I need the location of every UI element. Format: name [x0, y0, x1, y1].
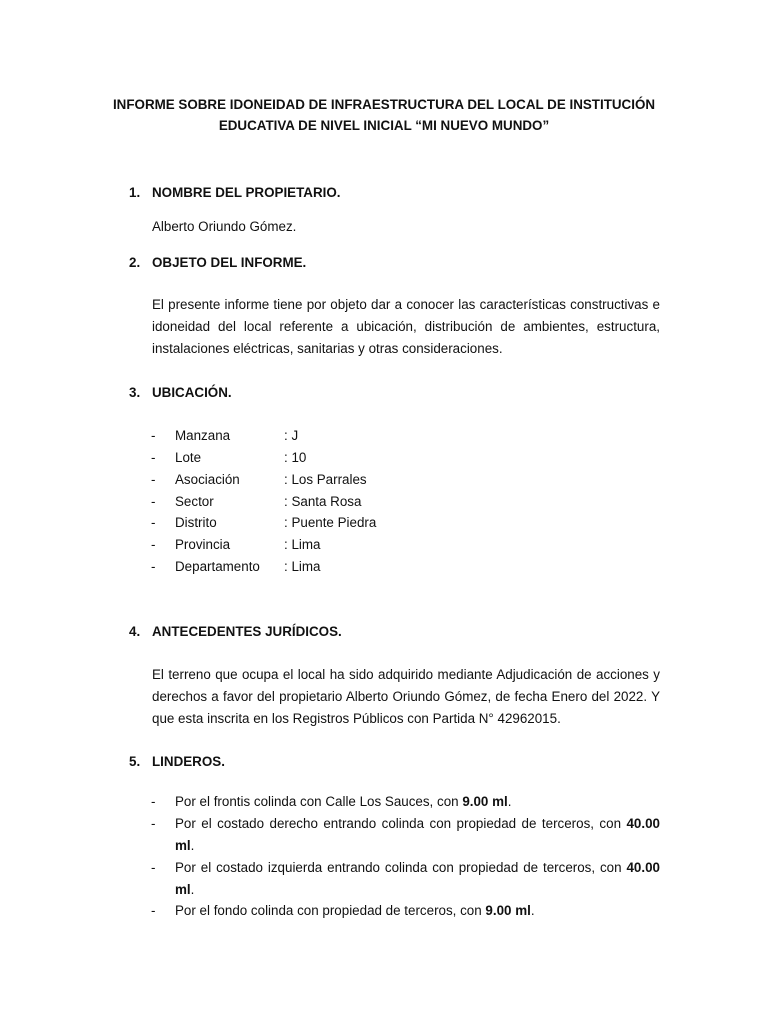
boundary-description: Por el fondo colinda con propiedad de terceros, con	[175, 903, 486, 918]
boundary-period: .	[530, 903, 535, 918]
legal-paragraph: El terreno que ocupa el local ha sido adquirido mediante Adjudicación de acciones y derechos a favor del propietario Alberto Oriundo Gómez, de fecha Enero del 2022. Y que esta inscrita en los Registros Públicos con Partida N° 42962015.	[152, 667, 660, 726]
section-title: LINDEROS.	[152, 754, 225, 769]
boundary-measure: 9.00 ml	[462, 794, 508, 809]
boundary-period: .	[190, 881, 195, 897]
item-label: Provincia	[175, 537, 231, 552]
bullet-dash: -	[151, 816, 156, 831]
item-value: : Lima	[284, 559, 321, 574]
boundary-period: .	[190, 837, 195, 853]
boundary-description: Por el frontis colinda con Calle Los Sauces, con	[175, 794, 463, 809]
bullet-dash: -	[151, 903, 156, 918]
section-number: 2.	[129, 255, 141, 270]
boundary-text	[175, 857, 660, 900]
bullet-dash: -	[151, 450, 156, 465]
bullet-dash: -	[151, 794, 156, 809]
item-label: Lote	[175, 450, 202, 465]
boundary-text	[175, 813, 660, 856]
item-value: : Lima	[284, 537, 321, 552]
section-title: ANTECEDENTES JURÍDICOS.	[152, 624, 342, 639]
document-title	[100, 94, 668, 136]
section-title: OBJETO DEL INFORME.	[152, 255, 307, 270]
bullet-dash: -	[151, 515, 156, 530]
owner-name: Alberto Oriundo Gómez.	[152, 219, 297, 234]
section-number: 1.	[129, 185, 141, 200]
bullet-dash: -	[151, 860, 156, 875]
bullet-dash: -	[151, 494, 156, 509]
boundary-text	[175, 791, 660, 813]
objective-paragraph: El presente informe tiene por objeto dar a conocer las características constructivas e idoneidad del local referente a ubicación, distribución de ambientes, estructura, instalaciones eléctricas, sanitarias y otras consideraciones.	[152, 297, 660, 356]
item-label: Asociación	[175, 472, 240, 487]
boundary-description: Por el costado izquierda entrando colinda con propiedad de terceros, con	[175, 860, 627, 875]
item-label: Departamento	[175, 559, 260, 574]
boundary-period: .	[507, 794, 512, 809]
item-value: : J	[284, 428, 299, 443]
section-number: 5.	[129, 754, 141, 769]
bullet-dash: -	[151, 537, 156, 552]
item-value: : Puente Piedra	[284, 515, 377, 530]
boundary-text	[175, 900, 660, 922]
title-line-1: INFORME SOBRE IDONEIDAD DE INFRAESTRUCTURA DEL LOCAL DE INSTITUCIÓN	[112, 97, 656, 112]
section-number: 4.	[129, 624, 141, 639]
boundary-measure: 40.00 ml	[175, 816, 660, 853]
boundary-measure: 9.00 ml	[485, 903, 531, 918]
boundary-measure: 40.00 ml	[175, 860, 660, 897]
item-value: : Los Parrales	[284, 472, 367, 487]
bullet-dash: -	[151, 559, 156, 574]
section-number: 3.	[129, 385, 141, 400]
title-line-2: EDUCATIVA DE NIVEL INICIAL “MI NUEVO MUNDO”	[218, 118, 550, 133]
bullet-dash: -	[151, 428, 156, 443]
item-value: : Santa Rosa	[284, 494, 362, 509]
item-label: Distrito	[175, 515, 217, 530]
item-label: Manzana	[175, 428, 231, 443]
boundary-description: Por el costado derecho entrando colinda con propiedad de terceros, con	[175, 816, 627, 831]
section-title: UBICACIÓN.	[152, 385, 232, 400]
item-value: : 10	[284, 450, 307, 465]
item-label: Sector	[175, 494, 214, 509]
section-title: NOMBRE DEL PROPIETARIO.	[152, 185, 341, 200]
bullet-dash: -	[151, 472, 156, 487]
